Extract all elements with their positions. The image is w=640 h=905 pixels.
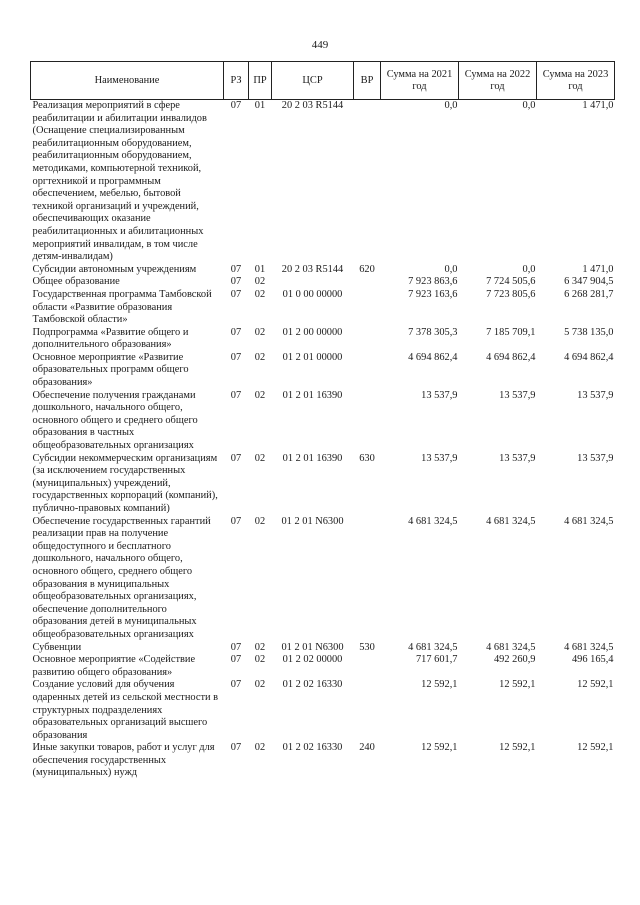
table-row [31, 654, 615, 679]
cell-sum-2022: 0,0 [522, 100, 536, 111]
cell-sum-2023: 6 268 281,7 [564, 288, 614, 300]
cell-sum-2022: 12 592,1 [499, 742, 536, 754]
cell-pr: 02 [254, 276, 266, 288]
cell-name: Субсидии некоммерческим организациям (за исключением государственных (муниципальных) учреждений, государственных корпораций (компаний), публично-правовых компаний) [32, 452, 218, 514]
cell-rz: 07 [230, 452, 242, 464]
cell-vr [354, 327, 381, 352]
cell-sum-2021: 12 592,1 [421, 679, 458, 691]
header-csr: ЦСР [272, 62, 354, 100]
cell-sum-2023: 1 471,0 [582, 263, 614, 275]
table-row [31, 289, 615, 327]
cell-pr: 01 [254, 100, 266, 111]
cell-sum-2023: 13 537,9 [577, 452, 614, 464]
cell-csr: 01 2 02 00000 [282, 654, 343, 666]
cell-vr: 530 [359, 641, 375, 653]
cell-sum-2023: 4 694 862,4 [564, 351, 614, 363]
cell-csr [272, 276, 354, 289]
table-row [31, 642, 615, 655]
cell-sum-2021: 0,0 [444, 100, 458, 111]
cell-csr: 01 2 01 N6300 [281, 515, 344, 527]
table-row [31, 453, 615, 516]
cell-sum-2022: 12 592,1 [499, 679, 536, 691]
table-body [31, 100, 615, 781]
cell-sum-2023: 6 347 904,5 [564, 276, 614, 288]
table-row [31, 264, 615, 277]
cell-name: Субсидии автономным учреждениям [32, 263, 197, 275]
cell-vr [354, 679, 381, 742]
cell-vr [354, 352, 381, 390]
table-row [31, 100, 615, 264]
cell-sum-2021: 7 923 863,6 [408, 276, 458, 288]
cell-name: Государственная программа Тамбовской области «Развитие образования Тамбовской области» [32, 288, 212, 326]
cell-pr: 02 [254, 679, 266, 691]
cell-sum-2023: 12 592,1 [577, 679, 614, 691]
header-name: Наименование [31, 62, 224, 100]
cell-sum-2023: 13 537,9 [577, 389, 614, 401]
table-row [31, 276, 615, 289]
cell-csr: 01 0 00 00000 [282, 288, 343, 300]
header-sum-2021: Сумма на 2021 год [381, 62, 459, 100]
cell-vr [354, 276, 381, 289]
cell-sum-2021: 13 537,9 [421, 389, 458, 401]
cell-sum-2021: 4 681 324,5 [408, 641, 458, 653]
cell-vr: 240 [359, 742, 375, 754]
cell-sum-2021: 7 923 163,6 [408, 288, 458, 300]
cell-csr: 01 2 01 N6300 [281, 641, 344, 653]
header-vr: ВР [354, 62, 381, 100]
cell-sum-2022: 4 694 862,4 [486, 351, 536, 363]
cell-name: Подпрограмма «Развитие общего и дополнительного образования» [32, 326, 189, 351]
cell-pr: 02 [254, 389, 266, 401]
cell-name: Создание условий для обучения одаренных детей из сельской местности в структурных подразделениях образовательных организаций высшего образования [32, 679, 219, 741]
cell-pr: 02 [254, 641, 266, 653]
cell-pr: 02 [254, 288, 266, 300]
budget-table [30, 61, 615, 780]
header-pr: ПР [249, 62, 272, 100]
cell-sum-2023: 4 681 324,5 [564, 641, 614, 653]
table-row [31, 679, 615, 742]
header-rz: РЗ [224, 62, 249, 100]
cell-rz: 07 [230, 263, 242, 275]
cell-csr: 01 2 00 00000 [282, 326, 343, 338]
cell-rz: 07 [230, 654, 242, 666]
cell-rz: 07 [230, 679, 242, 691]
cell-vr [354, 654, 381, 679]
cell-pr: 02 [254, 452, 266, 464]
table-row [31, 327, 615, 352]
cell-pr: 02 [254, 326, 266, 338]
cell-csr: 01 2 01 00000 [282, 351, 343, 363]
cell-pr: 02 [254, 515, 266, 527]
table-row [31, 742, 615, 780]
cell-csr: 01 2 02 16330 [282, 679, 343, 691]
cell-sum-2023: 496 165,4 [571, 654, 614, 666]
cell-pr: 01 [254, 263, 266, 275]
cell-rz: 07 [230, 641, 242, 653]
cell-sum-2022: 492 260,9 [493, 654, 536, 666]
cell-vr: 620 [359, 263, 375, 275]
cell-sum-2023: 5 738 135,0 [564, 326, 614, 338]
cell-csr: 01 2 01 16390 [282, 389, 343, 401]
cell-csr: 20 2 03 R5144 [281, 100, 344, 111]
cell-sum-2022: 4 681 324,5 [486, 641, 536, 653]
cell-vr: 630 [359, 452, 375, 464]
cell-rz: 07 [230, 351, 242, 363]
cell-sum-2021: 12 592,1 [421, 742, 458, 754]
cell-sum-2021: 0,0 [444, 263, 458, 275]
cell-vr [354, 100, 381, 264]
table-row [31, 352, 615, 390]
cell-name: Иные закупки товаров, работ и услуг для обеспечения государственных (муниципальных) нужд [32, 742, 215, 779]
cell-sum-2021: 4 694 862,4 [408, 351, 458, 363]
cell-name: Основное мероприятие «Содействие развитию общего образования» [32, 654, 196, 678]
cell-pr: 02 [254, 351, 266, 363]
header-sum-2022: Сумма на 2022 год [459, 62, 537, 100]
cell-vr [354, 516, 381, 642]
cell-name: Субвенции [32, 641, 82, 653]
cell-rz: 07 [230, 100, 242, 111]
cell-sum-2022: 13 537,9 [499, 389, 536, 401]
cell-sum-2022: 7 724 505,6 [486, 276, 536, 288]
cell-rz: 07 [230, 276, 242, 288]
cell-sum-2023: 4 681 324,5 [564, 515, 614, 527]
cell-sum-2022: 7 185 709,1 [486, 326, 536, 338]
cell-sum-2022: 7 723 805,6 [486, 288, 536, 300]
page-number: 449 [311, 39, 329, 51]
cell-name: Реализация мероприятий в сфере реабилитации и абилитации инвалидов (Оснащение специализированным реабилитационным оборудованием, реабилитационным оборудованием, методиками, компьютерной техникой, оргтехникой и программным обеспечением, мебелью, бытовой техникой организаций и учреждений, обеспечивающих оказание реабилитационных и абилитационных мероприятий инвалидам, в том числе детям-инвалидам) [32, 100, 207, 263]
cell-sum-2021: 13 537,9 [421, 452, 458, 464]
cell-pr: 02 [254, 742, 266, 754]
cell-sum-2023: 1 471,0 [582, 100, 614, 111]
cell-name: Основное мероприятие «Развитие образовательных программ общего образования» [32, 351, 189, 389]
table-row [31, 390, 615, 453]
cell-rz: 07 [230, 515, 242, 527]
cell-rz: 07 [230, 742, 242, 754]
table-header [31, 62, 615, 100]
cell-vr [354, 289, 381, 327]
cell-rz: 07 [230, 288, 242, 300]
cell-csr: 01 2 01 16390 [282, 452, 343, 464]
cell-sum-2021: 717 601,7 [415, 654, 458, 666]
cell-sum-2023: 12 592,1 [577, 742, 614, 754]
cell-csr: 01 2 02 16330 [282, 742, 343, 754]
cell-name: Обеспечение получения гражданами дошкольного, начального общего, основного общего и среднего общего образования в частных общеобразовательных организациях [32, 389, 198, 452]
cell-sum-2021: 7 378 305,3 [408, 326, 458, 338]
cell-name: Общее образование [32, 276, 120, 288]
cell-name: Обеспечение государственных гарантий реализации прав на получение общедоступного и бесплатного дошкольного, начального общего, основного общего, среднего общего образования в муниципальных общеобразовательных организациях, обеспечение дополнительного образования детей в муниципальных общеобразовательных организациях [32, 515, 211, 640]
table-row [31, 516, 615, 642]
cell-sum-2022: 0,0 [522, 263, 536, 275]
header-sum-2023: Сумма на 2023 год [537, 62, 615, 100]
cell-rz: 07 [230, 326, 242, 338]
cell-pr: 02 [254, 654, 266, 666]
cell-vr [354, 390, 381, 453]
cell-sum-2022: 4 681 324,5 [486, 515, 536, 527]
cell-sum-2022: 13 537,9 [499, 452, 536, 464]
cell-rz: 07 [230, 389, 242, 401]
cell-csr: 20 2 03 R5144 [281, 263, 344, 275]
cell-sum-2021: 4 681 324,5 [408, 515, 458, 527]
